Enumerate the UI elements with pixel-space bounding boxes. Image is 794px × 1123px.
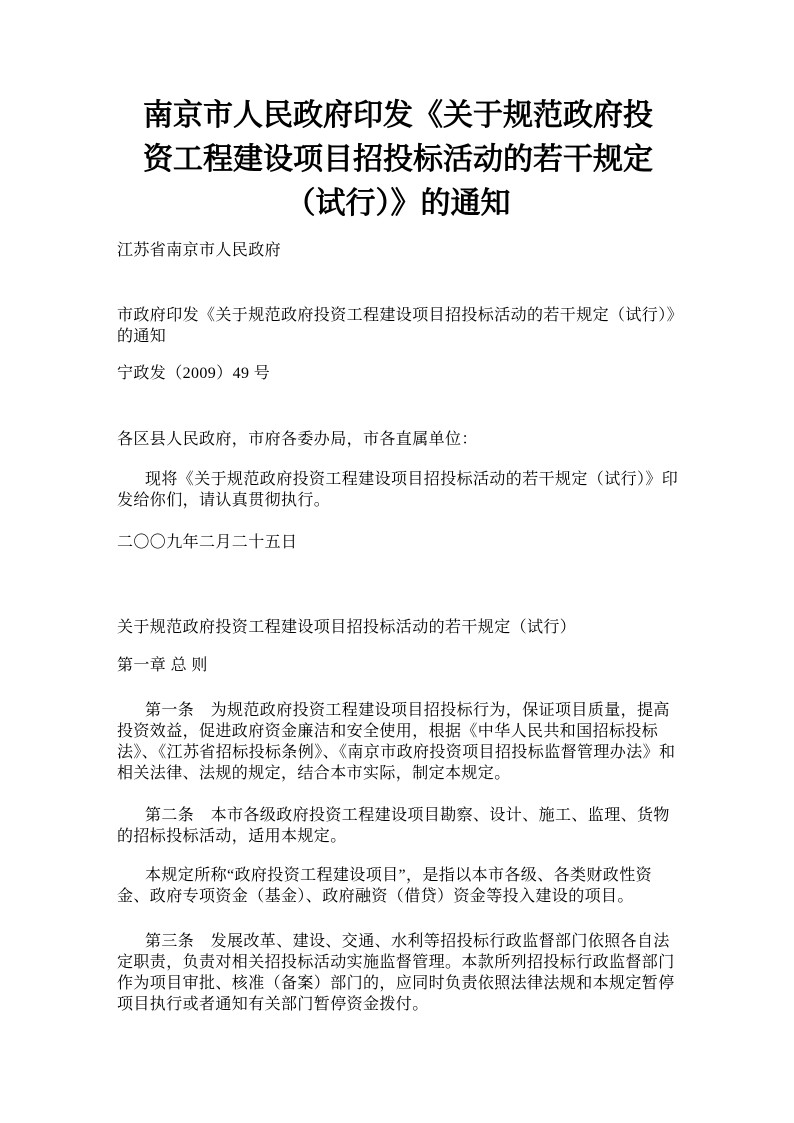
- page-title: [117, 94, 679, 226]
- notice-body: 现将《关于规范政府投资工程建设项目招投标活动的若干规定（试行）》印发给你们，请认真贯彻执行。: [117, 471, 679, 509]
- publisher-line: 江苏省南京市人民政府: [117, 242, 282, 259]
- document-subject: 市政府印发《关于规范政府投资工程建设项目招投标活动的若干规定（试行）》的通知: [117, 307, 676, 345]
- page-title-line-3: （试行）》的通知: [285, 187, 511, 220]
- issue-date: 二〇〇九年二月二十五日: [117, 534, 298, 551]
- page-title-line-1: 南京市人民政府印发《关于规范政府投: [143, 99, 653, 132]
- document-number: 宁政发（2009）49 号: [117, 365, 271, 382]
- article-3: 第三条 发展改革、建设、交通、水利等招投标行政监督部门依照各自法定职责，负责对相关招投标活动实施监督管理。本款所列招投标行政监督部门作为项目审批、核准（备案）部门的，应同时负责依照法律法规和本规定暂停项目执行或者通知有关部门暂停资金拨付。: [117, 933, 675, 1013]
- regulation-title: 关于规范政府投资工程建设项目招投标活动的若干规定（试行）: [117, 619, 577, 636]
- addressees-line: 各区县人民政府，市府各委办局，市各直属单位：: [117, 431, 478, 448]
- page-title-line-2: 资工程建设项目招投标活动的若干规定: [143, 143, 653, 176]
- article-2-definition: 本规定所称“政府投资工程建设项目”，是指以本市各级、各类财政性资金、政府专项资金（基金）、政府融资（借贷）资金等投入建设的项目。: [117, 867, 653, 905]
- article-2: 第二条 本市各级政府投资工程建设项目勘察、设计、施工、监理、货物的招标投标活动，适用本规定。: [117, 807, 670, 845]
- chapter-1-heading: 第一章 总 则: [117, 657, 208, 674]
- article-1: 第一条 为规范政府投资工程建设项目招投标行为，保证项目质量，提高投资效益，促进政府资金廉洁和安全使用，根据《中华人民共和国招标投标法》、《江苏省招标投标条例》、《南京市政府投资项目招投标监督管理办法》和相关法律、法规的规定，结合本市实际，制定本规定。: [117, 702, 676, 782]
